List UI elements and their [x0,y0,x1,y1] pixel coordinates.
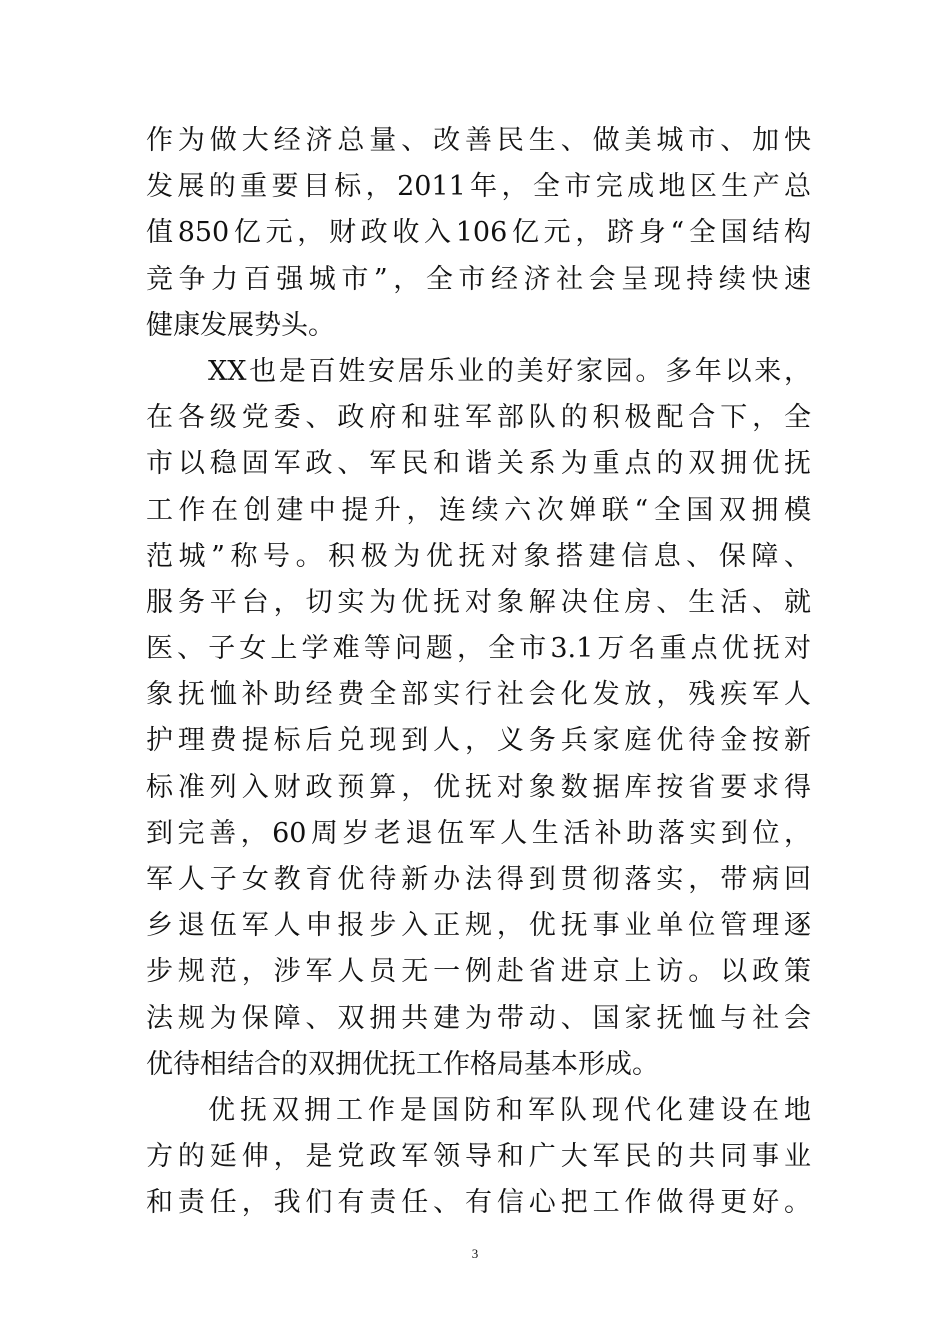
page-number: 3 [471,1246,479,1261]
text-line: 优待相结合的双拥优抚工作格局基本形成。 [146,1048,659,1080]
text-line: 发展的重要目标，2011年，全市完成地区生产总 [146,171,811,203]
text-line: 健康发展势头。 [146,309,335,341]
text-line: 市以稳固军政、军民和谐关系为重点的双拥优抚 [146,448,811,480]
text-line: 步规范，涉军人员无一例赴省进京上访。以政策 [146,956,811,988]
text-line: 护理费提标后兑现到人，义务兵家庭优待金按新 [146,725,811,757]
text-line: XX也是百姓安居乐业的美好家园。多年以来， [208,355,811,387]
text-line: 方的延伸，是党政军领导和广大军民的共同事业 [146,1141,811,1173]
text-line: 值850亿元，财政收入106亿元，跻身“全国结构 [146,217,811,249]
text-line: 作为做大经济总量、改善民生、做美城市、加快 [146,125,811,156]
text-line: 工作在创建中提升，连续六次婵联“全国双拥模 [146,494,811,526]
text-line: 乡退伍军人申报步入正规，优抚事业单位管理逐 [146,910,811,942]
text-line: 范城”称号。积极为优抚对象搭建信息、保障、 [146,540,811,572]
text-line: 在各级党委、政府和驻军部队的积极配合下，全 [146,402,811,434]
text-line: 优抚双拥工作是国防和军队现代化建设在地 [208,1094,811,1126]
text-line: 服务平台，切实为优抚对象解决住房、生活、就 [146,586,811,618]
text-line: 军人子女教育优待新办法得到贯彻落实，带病回 [146,864,811,895]
text-line: 标准列入财政预算，优抚对象数据库按省要求得 [146,771,811,803]
text-line: 竞争力百强城市”，全市经济社会呈现持续快速 [146,263,811,295]
text-line: 医、子女上学难等问题，全市3.1万名重点优抚对 [146,633,811,665]
body-text [146,118,811,1227]
text-line: 象抚恤补助经费全部实行社会化发放，残疾军人 [146,679,811,711]
text-line: 法规为保障、双拥共建为带动、国家抚恤与社会 [146,1002,811,1034]
text-line: 到完善，60周岁老退伍军人生活补助落实到位， [146,817,811,849]
text-line: 和责任，我们有责任、有信心把工作做得更好。 [146,1187,811,1219]
